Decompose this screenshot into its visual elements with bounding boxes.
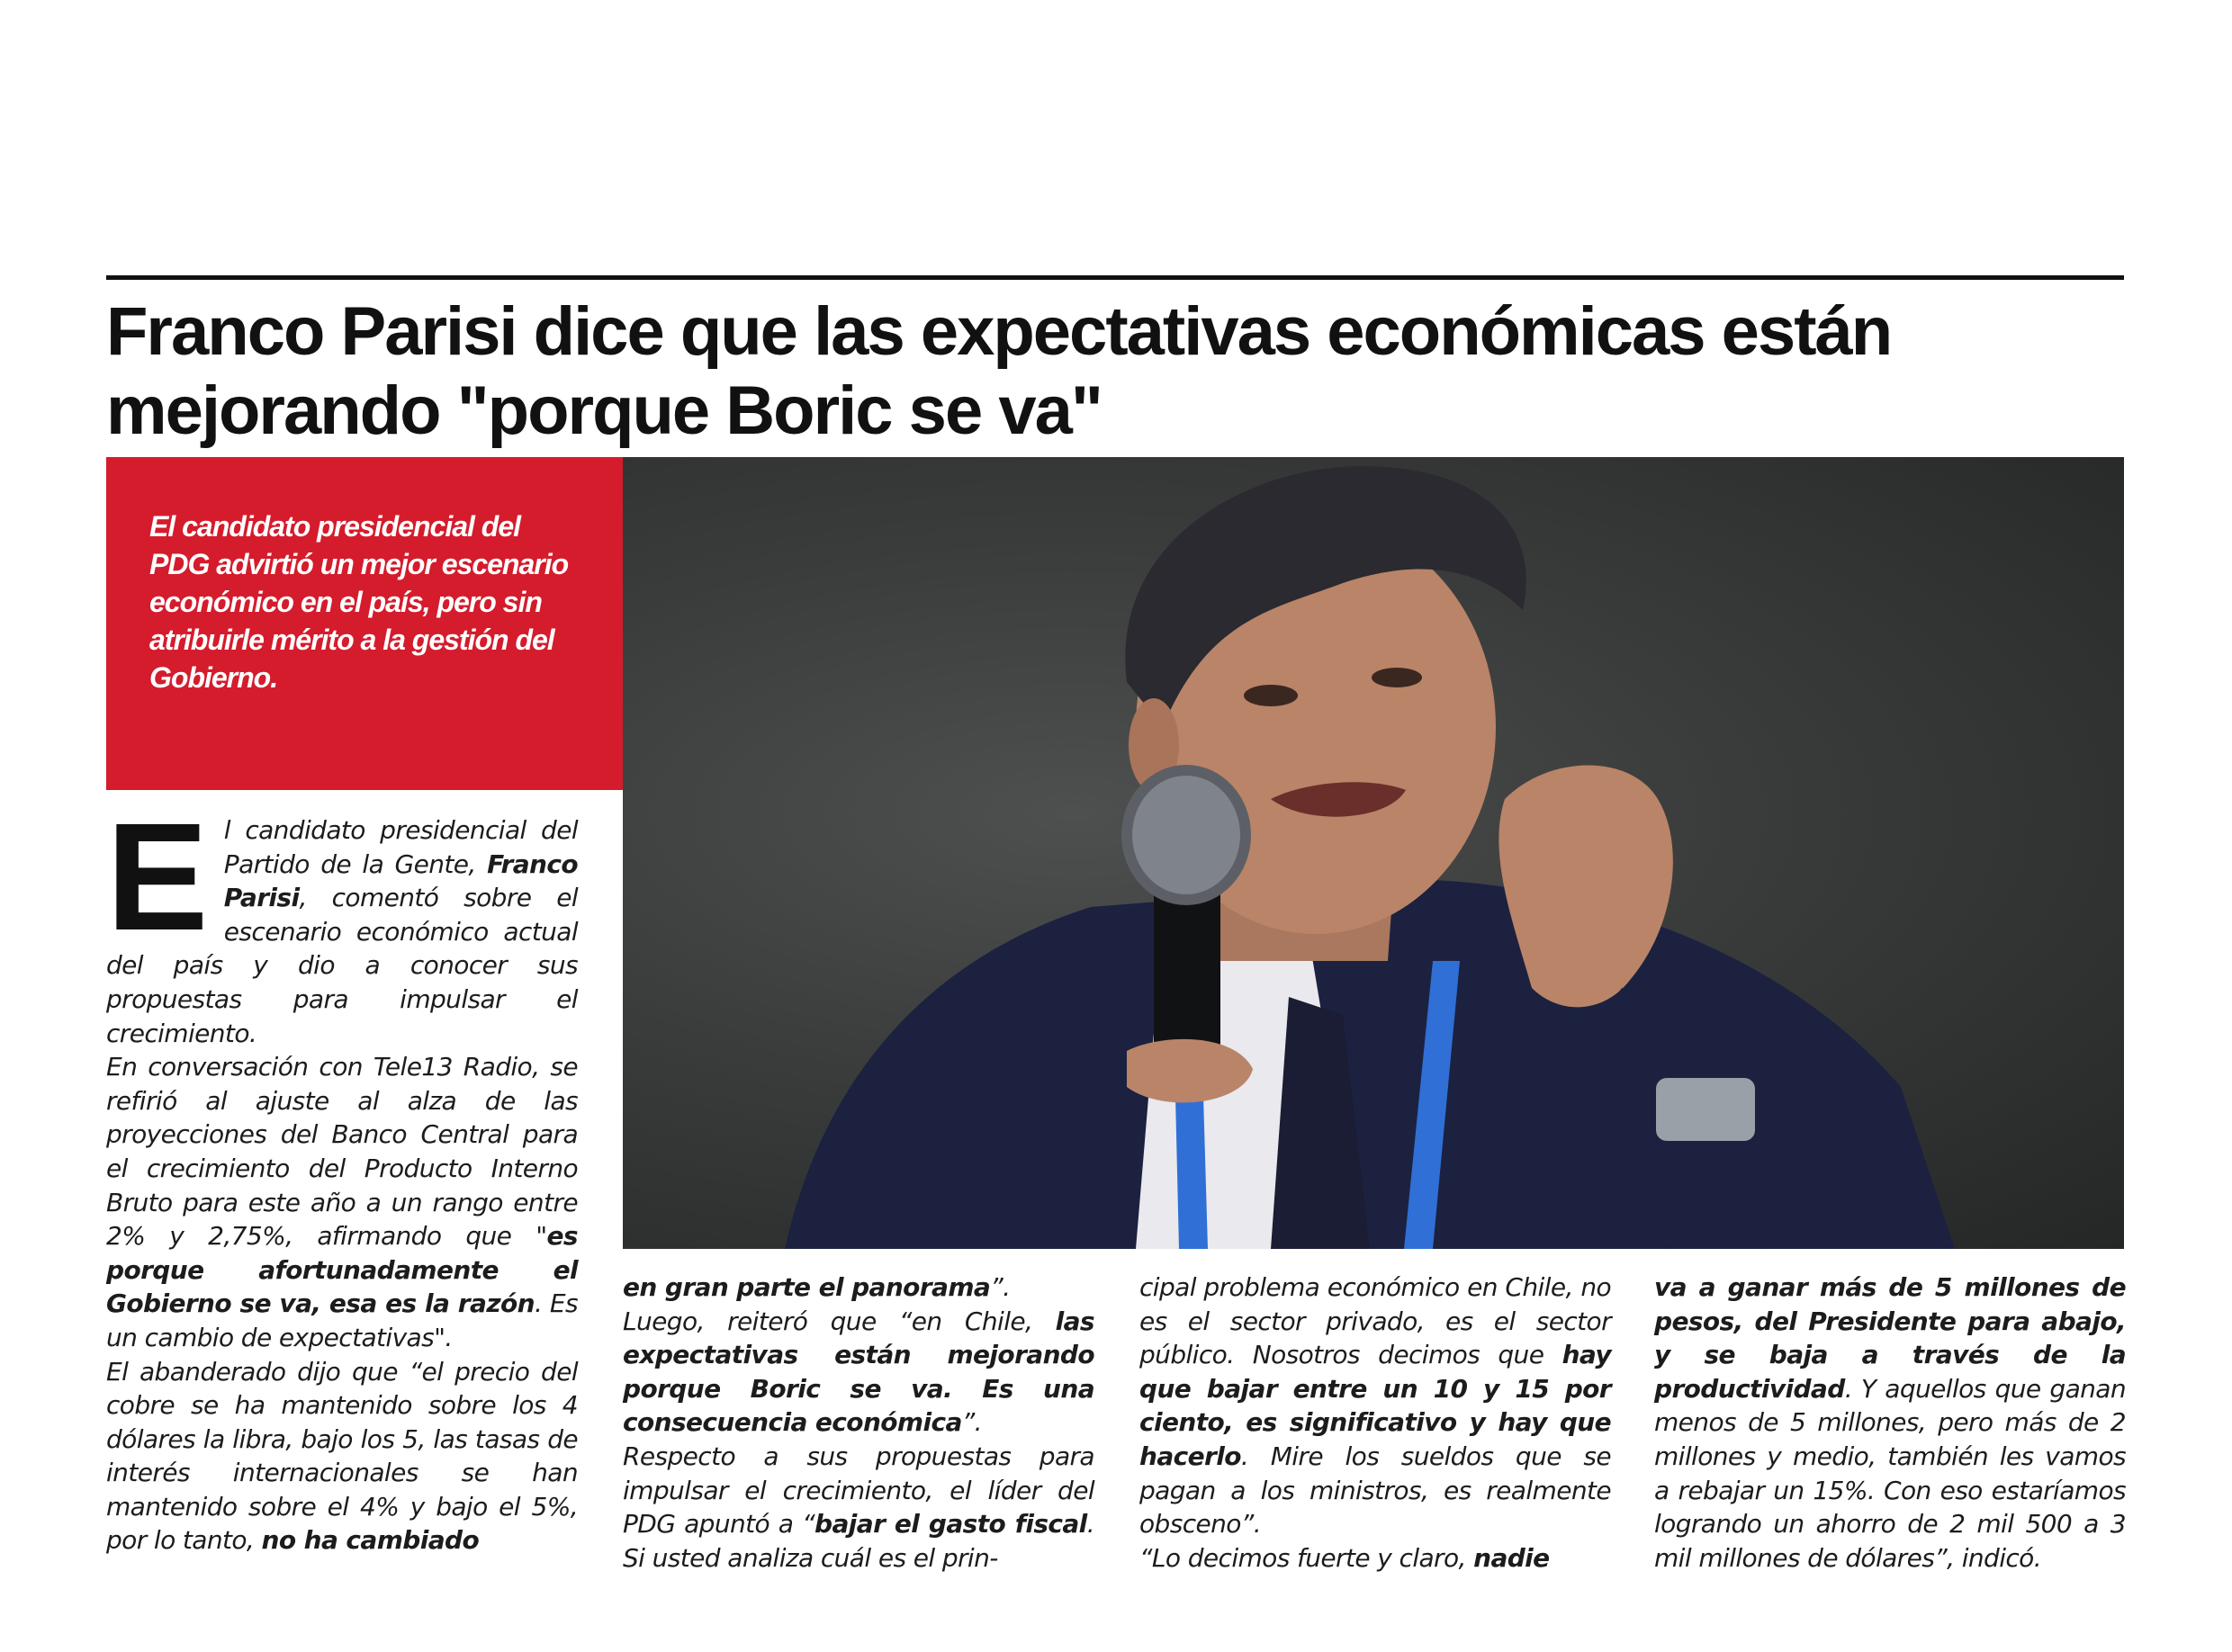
text-run: El abanderado dijo que “el precio del cobre se ha mantenido sobre los 4 dólares la libra, bajo los 5, las tasas de interés internacionales se han mantenido sobre el 4% y bajo el 5%, por lo tanto, bbox=[106, 1356, 578, 1556]
top-rule bbox=[106, 275, 2124, 280]
text-run-bold: bajar el gasto fiscal bbox=[814, 1509, 1087, 1540]
paragraph bbox=[623, 1270, 1094, 1305]
text-run: En conversación con Tele13 Radio, se refirió al ajuste al alza de las proyecciones del Banco Central para el crecimiento del Producto Interno Bruto para este año a un rango entre 2% y 2,75%, afirmando que " bbox=[106, 1052, 578, 1252]
paragraph bbox=[106, 1355, 578, 1558]
text-run-bold: es porque afortunadamente el Gobierno se va, esa es la razón bbox=[106, 1221, 578, 1319]
paragraph bbox=[1654, 1270, 2126, 1575]
text-run-bold: hay que bajar entre un 10 y 15 por ciento, es significativo y hay que hacerlo bbox=[1139, 1340, 1611, 1471]
text-run-bold: en gran parte el panorama bbox=[623, 1272, 991, 1302]
text-run-bold: Franco Parisi bbox=[223, 848, 578, 913]
paragraph bbox=[1139, 1541, 1611, 1576]
text-run: cipal problema económico en Chile, no es el sector privado, es el sector público. Nosotros decimos que bbox=[1139, 1272, 1611, 1370]
text-run: . Y aquellos que ganan menos de 5 millones, pero más de 2 millones y medio, también les vamos a rebajar un 15%. Con eso estaríamos logrando un ahorro de 2 mil 500 a 3 mil millones de dólares”, indicó. bbox=[1654, 1373, 2126, 1573]
photo-speaker-with-microphone bbox=[623, 457, 2124, 1249]
text-run: l candidato presidencial del Partido de la Gente, bbox=[223, 815, 578, 879]
text-run: “Lo decimos fuerte y claro, bbox=[1139, 1542, 1474, 1573]
text-run: . Mire los sueldos que se pagan a los ministros, es realmente obsceno”. bbox=[1139, 1441, 1611, 1540]
text-run: ”. bbox=[961, 1407, 982, 1438]
headline: Franco Parisi dice que las expectativas económicas están mejorando "porque Boric se va" bbox=[106, 293, 1892, 449]
text-run-bold: las expectativas están mejorando porque Boric se va. Es una consecuencia económica bbox=[623, 1306, 1094, 1438]
text-run: , comentó sobre el escenario económico actual del país y dio a conocer sus propuestas para impulsar el crecimiento. bbox=[106, 883, 578, 1048]
paragraph bbox=[623, 1440, 1094, 1575]
text-run: ”. bbox=[990, 1272, 1011, 1302]
text-run: Luego, reiteró que “en Chile, bbox=[623, 1306, 1056, 1336]
lead-box bbox=[106, 457, 623, 790]
article-column-3 bbox=[1139, 1270, 1611, 1575]
text-run: . Si usted analiza cuál es el prin- bbox=[623, 1509, 1094, 1573]
article-column-2 bbox=[623, 1270, 1094, 1575]
text-run: . Es un cambio de expectativas". bbox=[106, 1288, 578, 1352]
article-column-4 bbox=[1654, 1270, 2126, 1575]
text-run-bold: va a ganar más de 5 millones de pesos, del Presidente para abajo, y se baja a través de la productividad bbox=[1654, 1272, 2126, 1404]
paragraph bbox=[1139, 1270, 1611, 1541]
paragraph bbox=[623, 1305, 1094, 1440]
text-run-bold: no ha cambiado bbox=[261, 1525, 480, 1556]
article-column-1 bbox=[106, 792, 578, 1558]
lead-text: El candidato presidencial del PDG advirtió un mejor escenario económico en el país, pero sin atribuirle mérito a la gestión del Gobierno. bbox=[149, 510, 569, 694]
paragraph bbox=[106, 1050, 578, 1354]
drop-cap: E bbox=[106, 792, 208, 963]
text-run: Respecto a sus propuestas para impulsar el crecimiento, el líder del PDG apuntó a “ bbox=[623, 1441, 1094, 1540]
text-run-bold: nadie bbox=[1473, 1542, 1550, 1573]
